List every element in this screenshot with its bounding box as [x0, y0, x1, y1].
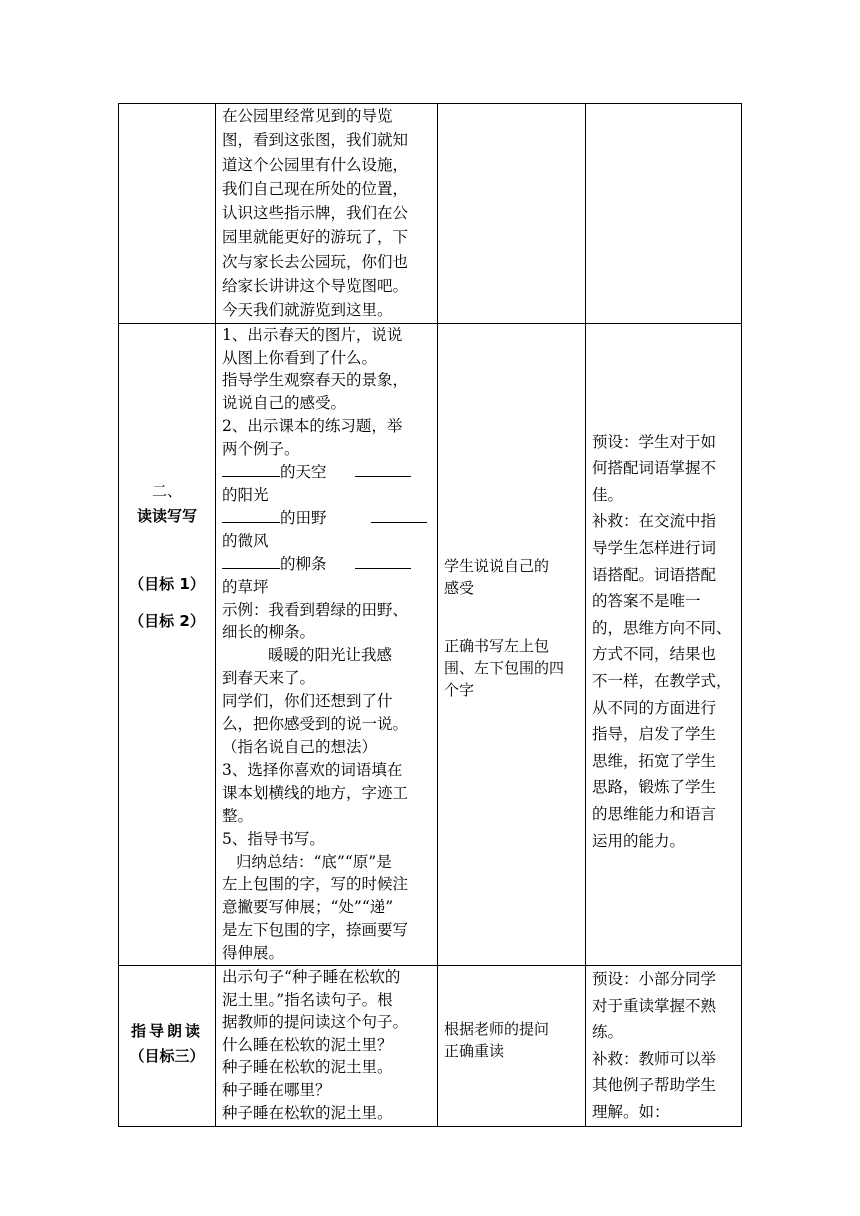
text-line: 5、指导书写。 — [222, 829, 325, 848]
design-intent-cell — [586, 104, 742, 324]
student-activity-cell — [438, 323, 586, 965]
text-line: 整。 — [222, 806, 254, 825]
design-lines — [592, 966, 735, 1126]
text-line: 今天我们就游览到这里。 — [222, 301, 393, 320]
text-line: 思维，拓宽了学生 — [592, 751, 717, 770]
text-line: 2、出示课本的练习题，举 — [222, 417, 403, 436]
text-line: 到春天来了。 — [222, 669, 316, 688]
text-line: 3、选择你喜欢的词语填在 — [222, 760, 403, 779]
text-line: 预设：学生对于如 — [592, 432, 717, 451]
text-line: 从不同的方面进行 — [592, 698, 717, 717]
text-line: 课本划横线的地方，字迹工 — [222, 783, 409, 802]
text-line: 是左下包围的字，捺画要写 — [222, 921, 409, 940]
text-line: 其他例子帮助学生 — [592, 1076, 717, 1095]
text-line: 园里就能更好的游玩了，下 — [222, 228, 409, 247]
section-cell — [119, 104, 216, 324]
design-intent-cell — [586, 323, 742, 965]
teacher-activity-cell — [216, 323, 438, 965]
text-line: 图，看到这张图，我们就知 — [222, 131, 409, 150]
text-line: 归纳总结：“底”“原”是 — [236, 852, 392, 871]
text-line: 得伸展。 — [222, 944, 285, 963]
objective-label: （目标 1） — [129, 574, 205, 593]
text-line: 示例：我看到碧绿的田野、 — [222, 600, 409, 619]
text-line: 对于重读掌握不熟 — [592, 996, 717, 1015]
student-text: 正确重读 — [444, 1042, 505, 1061]
text-line: （指名说自己的想法） — [222, 737, 378, 756]
student-activity-cell — [438, 966, 586, 1127]
objective-label: （目标 2） — [129, 611, 205, 630]
text-line: 种子睡在哪里？ — [222, 1081, 331, 1100]
text-line: 的，思维方向不同、 — [592, 618, 732, 637]
text-line: 指导，启发了学生 — [592, 725, 717, 744]
text-line: 补救：教师可以举 — [592, 1049, 717, 1068]
activity-lines — [222, 324, 431, 965]
student-text: 学生说说自己的 — [444, 556, 550, 575]
table-row — [119, 966, 742, 1127]
table-row — [119, 323, 742, 965]
student-text: 围、左下包围的四 — [444, 658, 565, 677]
lesson-plan-table — [118, 103, 742, 1127]
text-line: 不一样，在教学式， — [592, 672, 732, 691]
text-line: 给家长讲讲这个导览图吧。 — [222, 277, 409, 296]
table-row — [119, 104, 742, 324]
section-title: 指导朗读 — [130, 1022, 203, 1041]
text-line: 出示句子“种子睡在松软的 — [222, 968, 401, 987]
text-line: 何搭配词语掌握不 — [592, 459, 717, 478]
text-line: 导学生怎样进行词 — [592, 539, 717, 558]
design-lines — [592, 429, 735, 855]
text-line: 意撇要写伸展；“处”“递” — [222, 898, 394, 917]
design-intent-cell — [586, 966, 742, 1127]
teacher-activity-cell — [216, 966, 438, 1127]
activity-lines — [222, 104, 431, 323]
text-line: 佳。 — [592, 485, 624, 504]
fill-blank-line: 的田野 — [222, 507, 431, 530]
student-text: 正确书写左上包 — [444, 636, 550, 655]
text-line: 泥土里。”指名读句子。根 — [222, 990, 393, 1009]
section-number: 二、 — [151, 481, 182, 500]
text-line: 什么睡在松软的泥土里？ — [222, 1035, 393, 1054]
text-line: 左上包围的字，写的时候注 — [222, 875, 409, 894]
text-line: 指导学生观察春天的景象， — [222, 371, 409, 390]
text-line: 思路，锻炼了学生 — [592, 778, 717, 797]
student-activity-cell — [438, 104, 586, 324]
text-line: 的微风 — [222, 531, 269, 550]
text-line: 的阳光 — [222, 486, 269, 505]
text-line: 暖暖的阳光让我感 — [268, 646, 393, 665]
text-line: 语搭配。词语搭配 — [592, 565, 717, 584]
text-line: 运用的能力。 — [592, 831, 686, 850]
text-line: 补救：在交流中指 — [592, 512, 717, 531]
text-line: 练。 — [592, 1023, 624, 1042]
text-line: 在公园里经常见到的导览 — [222, 107, 393, 125]
section-title: 读读写写 — [136, 506, 197, 525]
fill-blank-line: 的天空 — [222, 461, 431, 484]
section-cell — [119, 323, 216, 965]
text-line: 理解。如： — [592, 1103, 670, 1122]
text-line: 两个例子。 — [222, 440, 300, 459]
text-line: 次与家长去公园玩，你们也 — [222, 252, 409, 271]
text-line: 么，把你感受到的说一说。 — [222, 715, 409, 734]
student-text: 根据老师的提问 — [444, 1020, 550, 1039]
text-line: 的答案不是唯一 — [592, 592, 701, 611]
text-line: 我们自己现在所处的位置， — [222, 179, 409, 198]
text-line: 1、出示春天的图片，说说 — [222, 325, 403, 344]
text-line: 道这个公园里有什么设施， — [222, 155, 409, 174]
text-line: 说说自己的感受。 — [222, 394, 347, 413]
text-line: 从图上你看到了什么。 — [222, 348, 378, 367]
text-line: 种子睡在松软的泥土里。 — [222, 1103, 393, 1122]
text-line: 种子睡在松软的泥土里。 — [222, 1058, 393, 1077]
objective-label: （目标三） — [129, 1047, 205, 1066]
text-line: 的草坪 — [222, 577, 269, 596]
student-text: 个字 — [444, 680, 475, 699]
section-cell — [119, 966, 216, 1127]
teacher-activity-cell — [216, 104, 438, 324]
fill-blank-line: 的柳条 — [222, 553, 431, 576]
text-line: 方式不同，结果也 — [592, 645, 717, 664]
activity-lines — [222, 966, 431, 1124]
text-line: 预设：小部分同学 — [592, 970, 717, 989]
student-text: 感受 — [444, 578, 475, 597]
text-line: 同学们，你们还想到了什 — [222, 692, 393, 711]
text-line: 的思维能力和语言 — [592, 804, 717, 823]
text-line: 据教师的提问读这个句子。 — [222, 1013, 409, 1032]
text-line: 细长的柳条。 — [222, 623, 316, 642]
text-line: 认识这些指示牌，我们在公 — [222, 204, 409, 223]
